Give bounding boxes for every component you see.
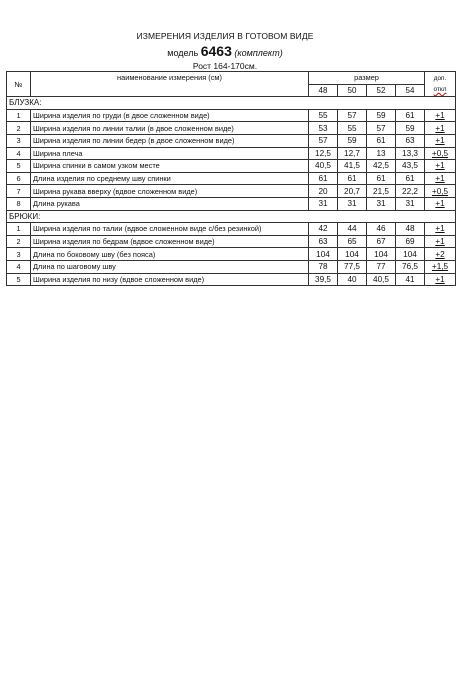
measurement-name: Ширина плеча (31, 147, 309, 160)
measurement-value: 61 (309, 172, 338, 185)
section-row (7, 210, 456, 223)
measurement-value: 55 (309, 109, 338, 122)
table-row (7, 147, 456, 160)
measurement-name: Длина по шаговому шву (31, 260, 309, 273)
row-number: 3 (7, 248, 31, 261)
tolerance-value: +1 (425, 134, 456, 147)
measurement-value: 104 (309, 248, 338, 261)
measurements-table (6, 71, 456, 286)
measurement-value: 61 (338, 172, 367, 185)
table-row (7, 260, 456, 273)
tolerance-value: +1 (425, 235, 456, 248)
measurement-value: 77,5 (338, 260, 367, 273)
measurement-value: 104 (396, 248, 425, 261)
model-suffix: (комплект) (234, 48, 283, 58)
measurement-name: Ширина спинки в самом узком месте (31, 160, 309, 173)
measurement-value: 57 (309, 134, 338, 147)
measurement-value: 31 (367, 197, 396, 210)
size-header: 52 (367, 84, 396, 97)
measurement-value: 67 (367, 235, 396, 248)
tolerance-value: +1 (425, 160, 456, 173)
model-number: 6463 (200, 43, 232, 59)
header-row-1 (7, 72, 456, 85)
table-row (7, 273, 456, 286)
row-number: 4 (7, 260, 31, 273)
row-number: 5 (7, 273, 31, 286)
tolerance-value: +1 (425, 223, 456, 236)
measurement-value: 55 (338, 122, 367, 135)
measurement-value: 20,7 (338, 185, 367, 198)
measurement-value: 13,3 (396, 147, 425, 160)
size-header: 48 (309, 84, 338, 97)
row-number: 1 (7, 109, 31, 122)
measurement-value: 31 (338, 197, 367, 210)
section-title: БЛУЗКА: (7, 97, 456, 110)
table-row (7, 109, 456, 122)
measurement-value: 61 (367, 134, 396, 147)
measurement-name: Ширина изделия по талии (вдвое сложенном виде с/без резинкой) (31, 223, 309, 236)
measurement-value: 61 (396, 172, 425, 185)
measurement-value: 12,5 (309, 147, 338, 160)
measurement-value: 65 (338, 235, 367, 248)
measurement-value: 40 (338, 273, 367, 286)
measurement-value: 63 (396, 134, 425, 147)
table-row (7, 160, 456, 173)
measurement-value: 46 (367, 223, 396, 236)
row-number: 4 (7, 147, 31, 160)
measurement-value: 61 (396, 109, 425, 122)
measurement-value: 104 (338, 248, 367, 261)
table-row (7, 172, 456, 185)
measurement-value: 44 (338, 223, 367, 236)
row-number: 2 (7, 122, 31, 135)
measurement-value: 12,7 (338, 147, 367, 160)
measurement-value: 59 (367, 109, 396, 122)
height-range: Рост 164-170см. (192, 61, 258, 71)
measurement-value: 63 (309, 235, 338, 248)
table-row (7, 248, 456, 261)
measurement-value: 31 (309, 197, 338, 210)
measurement-name: Ширина рукава вверху (вдвое сложенном виде) (31, 185, 309, 198)
tolerance-header-line1: доп. (433, 75, 447, 83)
measurement-value: 78 (309, 260, 338, 273)
measurement-value: 41 (396, 273, 425, 286)
section-row (7, 97, 456, 110)
size-header: 50 (338, 84, 367, 97)
measurement-name: Ширина изделия по бедрам (вдвое сложенном виде) (31, 235, 309, 248)
measurement-value: 69 (396, 235, 425, 248)
measurement-value: 104 (367, 248, 396, 261)
row-number: 3 (7, 134, 31, 147)
row-number: 8 (7, 197, 31, 210)
measurement-value: 13 (367, 147, 396, 160)
measurement-value: 41,5 (338, 160, 367, 173)
measurement-value: 22,2 (396, 185, 425, 198)
measurement-value: 61 (367, 172, 396, 185)
table-row (7, 122, 456, 135)
model-prefix: модель (167, 48, 199, 58)
measurement-value: 53 (309, 122, 338, 135)
measurement-value: 20 (309, 185, 338, 198)
table-row (7, 235, 456, 248)
tolerance-value: +1 (425, 197, 456, 210)
measurement-name: Ширина изделия по груди (в двое сложенном виде) (31, 109, 309, 122)
measurement-value: 57 (367, 122, 396, 135)
measurement-value: 42 (309, 223, 338, 236)
measurement-value: 31 (396, 197, 425, 210)
measurement-value: 21,5 (367, 185, 396, 198)
tolerance-value: +1 (425, 273, 456, 286)
document-title: ИЗМЕРЕНИЯ ИЗДЕЛИЯ В ГОТОВОМ ВИДЕ (136, 31, 314, 41)
measurement-value: 76,5 (396, 260, 425, 273)
tolerance-value: +0,5 (425, 185, 456, 198)
table-row (7, 185, 456, 198)
row-number: 1 (7, 223, 31, 236)
tolerance-value: +1 (425, 109, 456, 122)
table-row (7, 197, 456, 210)
tolerance-value: +2 (425, 248, 456, 261)
measurement-name: Ширина изделия по линии талии (в двое сложенном виде) (31, 122, 309, 135)
table-row (7, 223, 456, 236)
measurement-value: 48 (396, 223, 425, 236)
tolerance-value: +0,5 (425, 147, 456, 160)
row-number: 2 (7, 235, 31, 248)
tolerance-header-line2: откл (433, 86, 447, 94)
measurement-value: 40,5 (309, 160, 338, 173)
measurement-value: 40,5 (367, 273, 396, 286)
measurement-value: 42,5 (367, 160, 396, 173)
section-title: БРЮКИ: (7, 210, 456, 223)
tolerance-value: +1,5 (425, 260, 456, 273)
model-line (0, 43, 450, 59)
row-number: 6 (7, 172, 31, 185)
row-number: 7 (7, 185, 31, 198)
measurement-name: Длина рукава (31, 197, 309, 210)
measurement-value: 39,5 (309, 273, 338, 286)
col-tolerance-header (425, 72, 456, 97)
measurement-name: Длина изделия по среднему шву спинки (31, 172, 309, 185)
measurement-value: 43,5 (396, 160, 425, 173)
col-no-header: № (7, 72, 31, 97)
col-size-header: размер (309, 72, 425, 85)
measurement-name: Ширина изделия по линии бедер (в двое сложенном виде) (31, 134, 309, 147)
measurement-value: 59 (396, 122, 425, 135)
measurement-name: Длина по боковому шву (без пояса) (31, 248, 309, 261)
size-header: 54 (396, 84, 425, 97)
measurement-value: 77 (367, 260, 396, 273)
measurement-value: 57 (338, 109, 367, 122)
tolerance-value: +1 (425, 122, 456, 135)
measurement-name: Ширина изделия по низу (вдвое сложенном виде) (31, 273, 309, 286)
tolerance-value: +1 (425, 172, 456, 185)
measurement-value: 59 (338, 134, 367, 147)
col-name-header: наименование измерения (см) (31, 72, 309, 97)
table-row (7, 134, 456, 147)
row-number: 5 (7, 160, 31, 173)
